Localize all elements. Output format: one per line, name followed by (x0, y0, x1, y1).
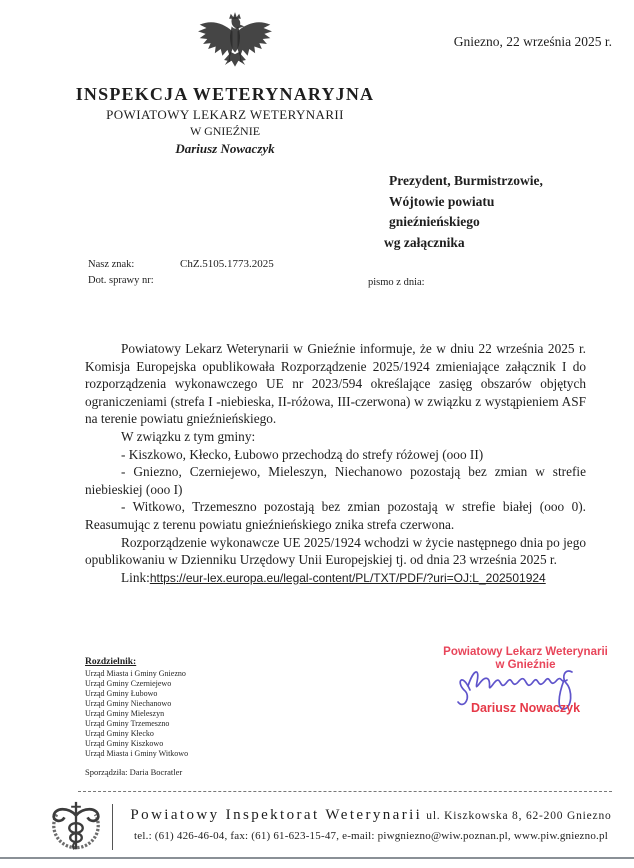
distribution-item: Urząd Gminy Kiszkowo (85, 739, 164, 748)
distribution-item: Urząd Miasta i Gminy Gniezno (85, 669, 186, 678)
footer-org-line (122, 806, 620, 824)
distribution-list (85, 656, 285, 759)
addressee-line: gnieźnieńskiego (389, 214, 480, 229)
prepared-by-line: Sporządziła: Daria Bocratler (85, 767, 183, 777)
body-list-item: - Witkowo, Trzemeszno pozostają bez zmian pozostają w strefie białej (ooo 0). Reasumując z terenu powiatu gnieźnieńskiego znika strefa czerwona. (85, 499, 586, 532)
official-name: Dariusz Nowaczyk (175, 141, 275, 156)
letterhead (60, 84, 390, 157)
body-paragraph: Powiatowy Lekarz Weterynarii w Gnieźnie informuje, że w dniu 22 września 2025 r. Komisja Europejska opublikowała Rozporządzenie 2025/1924 zmieniające załącznik I do rozporządzenia wykonawczego UE nr 2023/594 określające zasięg obszarów objętych ograniczeniami (strefa I -niebieska, II-różowa, III-czerwona) w związku z wystąpieniem ASF na terenie powiatu gnieźnieńskiego. (85, 341, 586, 427)
footer-org: Powiatowy Inspektorat Weterynarii (130, 807, 423, 823)
distribution-item: Urząd Gminy Kłecko (85, 729, 154, 738)
addressee-line: wg załącznika (384, 234, 465, 250)
distribution-heading: Rozdzielnik: (85, 657, 137, 667)
distribution-item: Urząd Miasta i Gminy Witkowo (85, 749, 189, 758)
link-label: Link: (121, 569, 150, 585)
footer (122, 806, 620, 842)
addressee-block (384, 171, 604, 253)
org-subtitle: POWIATOWY LEKARZ WETERYNARII (106, 107, 344, 122)
ref-nasz-znak-value: ChZ.5105.1773.2025 (180, 258, 274, 270)
addressee-line: Prezydent, Burmistrzowie, (389, 173, 543, 188)
link-url[interactable]: https://eur-lex.europa.eu/legal-content/PL/TXT/PDF/?uri=OJ:L_202501924 (149, 570, 546, 585)
ref-nasz-znak-label: Nasz znak: (88, 259, 135, 270)
distribution-item: Urząd Gminy Czerniejewo (85, 679, 172, 688)
letter-body (85, 340, 586, 587)
distribution-item: Urząd Gminy Łubowo (85, 689, 158, 698)
distribution-item: Urząd Gminy Trzemeszno (85, 719, 170, 728)
veterinary-caduceus-logo (44, 799, 108, 857)
dashed-divider (78, 791, 612, 792)
footer-address: ul. Kiszkowska 8, 62-200 Gniezno (426, 810, 612, 822)
org-title: INSPEKCJA WETERYNARYJNA (75, 84, 375, 104)
distribution-item: Urząd Gminy Niechanowo (85, 699, 172, 708)
polish-eagle-emblem (193, 10, 277, 78)
body-list-item: - Gniezno, Czerniejewo, Mieleszyn, Niechanowo pozostają bez zmian w strefie niebieskiej (ooo I) (85, 464, 586, 497)
footer-divider (112, 804, 113, 850)
addressee-line: Wójtowie powiatu (389, 193, 495, 209)
org-location: W GNIEŹNIE (189, 124, 261, 138)
body-paragraph: Rozporządzenie wykonawcze UE 2025/1924 wchodzi w życie następnego dnia po jego opublikowaniu w Dzienniku Urzędowy Unii Europejskiej tj. od dnia 23 września 2025 r. (85, 534, 586, 568)
distribution-item: Urząd Gminy Mieleszyn (85, 709, 165, 718)
ref-pismo-z-dnia-label: pismo z dnia: (368, 277, 425, 288)
ref-dot-sprawy-label: Dot. sprawy nr: (88, 275, 154, 286)
bottom-rule (0, 857, 634, 859)
date-line: Gniezno, 22 września 2025 r. (453, 34, 612, 49)
stamp-line: Powiatowy Lekarz Weterynarii (443, 646, 608, 658)
stamp-signatory-name: Dariusz Nowaczyk (470, 701, 581, 715)
body-paragraph: W związku z tym gminy: (121, 428, 256, 444)
stamp-line: w Gnieźnie (495, 659, 556, 671)
footer-contact: tel.: (61) 426-46-04, fax: (61) 61-623-15-47, e-mail: piwgniezno@wiw.poznan.pl, www.piw.gniezno.pl (134, 830, 608, 842)
body-list-item: - Kiszkowo, Kłecko, Łubowo przechodzą do strefy różowej (ooo II) (121, 446, 484, 462)
link-line (85, 569, 586, 588)
